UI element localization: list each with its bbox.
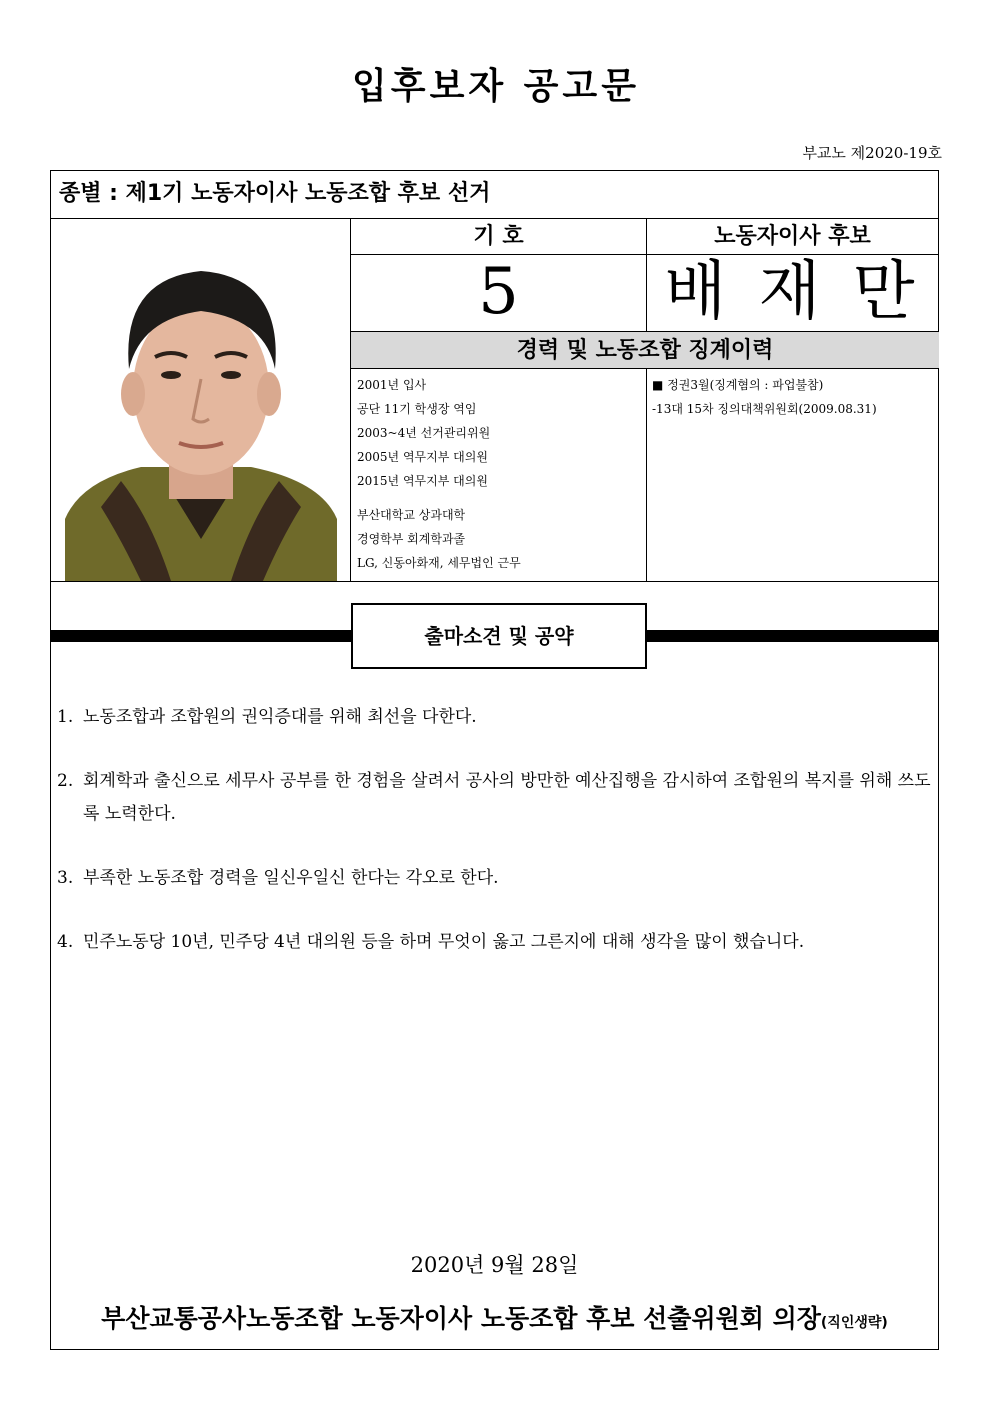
candidate-name: 배 재 만 xyxy=(664,255,921,329)
discipline-list xyxy=(646,369,939,581)
education-item: LG, 신동아화재, 세무법인 근무 xyxy=(357,556,521,570)
career-header: 경력 및 노동조합 징계이력 xyxy=(351,331,939,369)
seal-omitted-note: (직인생략) xyxy=(820,1315,888,1331)
pledge-text: 부족한 노동조합 경력을 일신우일신 한다는 각오로 한다. xyxy=(83,868,499,888)
candidate-photo xyxy=(51,219,351,581)
page-title: 입후보자 공고문 xyxy=(352,66,640,107)
pledge-item xyxy=(57,765,933,831)
signature-text: 부산교통공사노동조합 노동자이사 노동조합 후보 선출위원회 의장 xyxy=(101,1304,821,1333)
pledge-item xyxy=(57,926,933,959)
pledge-text: 노동조합과 조합원의 권익증대를 위해 최선을 다한다. xyxy=(83,707,477,727)
pledge-number: 4. xyxy=(57,932,74,952)
pledge-text: 민주노동당 10년, 민주당 4년 대의원 등을 하며 무엇이 옳고 그른지에 대해 생각을 많이 했습니다. xyxy=(83,932,805,952)
career-item: 2005년 역무지부 대의원 xyxy=(357,450,488,464)
pledge-item xyxy=(57,862,933,895)
pledge-item xyxy=(57,701,933,734)
announcement-date: 2020년 9월 28일 xyxy=(410,1253,579,1277)
symbol-number: 5 xyxy=(478,255,519,329)
career-item: 2001년 입사 xyxy=(357,378,427,392)
role-label: 노동자이사 후보 xyxy=(646,219,939,255)
candidate-portrait-icon xyxy=(51,219,349,581)
section-bar-left xyxy=(51,630,351,642)
election-kind: 종별 : 제1기 노동자이사 노동조합 후보 선거 xyxy=(51,171,938,219)
career-item: 2003~4년 선거관리위원 xyxy=(357,426,491,440)
career-item: 2015년 역무지부 대의원 xyxy=(357,474,488,488)
section-bar-right xyxy=(647,630,939,642)
pledge-list xyxy=(57,701,933,990)
announcement-frame xyxy=(50,170,939,1350)
symbol-label: 기 호 xyxy=(351,219,646,255)
career-list xyxy=(351,369,646,581)
pledge-text: 회계학과 출신으로 세무사 공부를 한 경험을 살려서 공사의 방만한 예산집행을 감시하여 조합원의 복지를 위해 쓰도록 노력한다. xyxy=(83,771,931,824)
section-title: 출마소견 및 공약 xyxy=(351,603,647,669)
pledge-number: 1. xyxy=(57,707,74,727)
pledge-number: 3. xyxy=(57,868,74,888)
document-number: 부교노 제2020-19호 xyxy=(802,144,942,162)
table-bottom-line xyxy=(51,581,938,582)
discipline-item: ■ 정권3월(징계혐의 : 파업불참) xyxy=(652,378,824,392)
education-item: 부산대학교 상과대학 xyxy=(357,508,466,522)
career-item: 공단 11기 학생장 역임 xyxy=(357,402,477,416)
education-item: 경영학부 회계학과졸 xyxy=(357,532,466,546)
signature-line xyxy=(51,1299,938,1335)
pledge-number: 2. xyxy=(57,771,74,791)
discipline-item: -13대 15차 징의대책위원회(2009.08.31) xyxy=(652,402,877,416)
